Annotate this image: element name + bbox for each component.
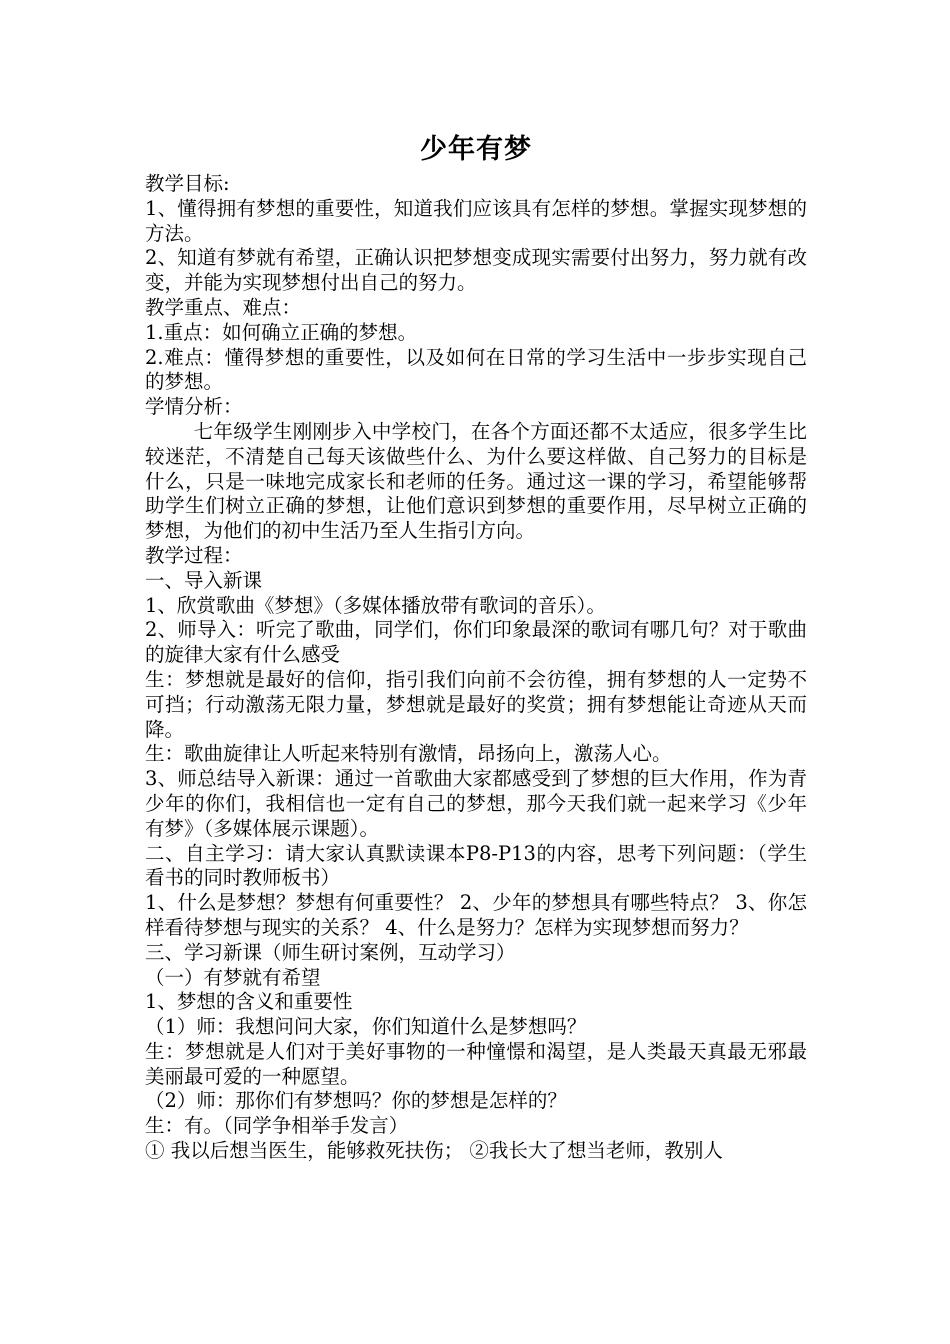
- paragraph-objective-2: 2、知道有梦就有希望，正确认识把梦想变成现实需要付出努力，努力就有改变，并能为实现梦想付出自己的努力。: [145, 246, 807, 295]
- paragraph-process-heading: 教学过程：: [145, 543, 243, 567]
- paragraph-student-yes: 生：有。（同学争相举手发言）: [145, 1114, 409, 1138]
- paragraph-student-definition: 生：梦想就是人们对于美好事物的一种憧憬和渴望，是人类最天真最无邪最美丽最可爱的一种愿望。: [145, 1039, 807, 1088]
- paragraph-student-dreams: ① 我以后想当医生，能够救死扶伤； ②我长大了想当老师，教别人: [145, 1139, 723, 1163]
- document-body: [145, 128, 807, 1164]
- paragraph-student-answer-2: 生：歌曲旋律让人听起来特别有激情，昂扬向上，激荡人心。: [145, 742, 672, 766]
- paragraph-teacher-question-1: （1）师：我想问问大家，你们知道什么是梦想吗？: [145, 1015, 587, 1039]
- paragraph-section-1: 一、导入新课: [145, 568, 263, 592]
- paragraph-analysis: 七年级学生刚刚步入中学校门，在各个方面还都不太适应，很多学生比较迷茫，不清楚自己每天该做些什么、为什么要这样做、自己努力的目标是什么，只是一味地完成家长和老师的任务。通过这一课的学习，希望能够帮助学生们树立正确的梦想，让他们意识到梦想的重要作用，尽早树立正确的梦想，为他们的初中生活乃至人生指引方向。: [145, 419, 807, 543]
- paragraph-key-point: 1.重点：如何确立正确的梦想。: [145, 320, 418, 344]
- paragraph-song: 1、欣赏歌曲《梦想》（多媒体播放带有歌词的音乐）。: [145, 593, 606, 617]
- paragraph-section-2: 二、自主学习：请大家认真默读课本P8-P13的内容，思考下列问题：（学生看书的同时教师板书）: [145, 841, 807, 890]
- paragraph-student-answer-1: 生：梦想就是最好的信仰，指引我们向前不会彷徨，拥有梦想的人一定势不可挡；行动激荡无限力量，梦想就是最好的奖赏；拥有梦想能让奇迹从天而降。: [145, 667, 807, 741]
- paragraph-difficulty: 2.难点：懂得梦想的重要性，以及如何在日常的学习生活中一步步实现自己的梦想。: [145, 345, 807, 394]
- paragraph-questions: 1、什么是梦想？梦想有何重要性？ 2、少年的梦想具有哪些特点？ 3、你怎样看待梦想与现实的关系？ 4、什么是努力？怎样为实现梦想而努力？: [145, 891, 807, 939]
- paragraph-subsection-1: （一）有梦就有希望: [145, 965, 321, 989]
- document-title: 少年有梦: [420, 134, 532, 165]
- paragraph-teacher-question-2: （2）师：那你们有梦想吗？你的梦想是怎样的？: [145, 1089, 567, 1113]
- paragraph-objectives-heading: 教学目标:: [145, 172, 230, 195]
- paragraph-analysis-heading: 学情分析：: [145, 395, 243, 419]
- paragraph-key-points-heading: 教学重点、难点：: [145, 295, 302, 319]
- paragraph-topic-1: 1、梦想的含义和重要性: [145, 990, 353, 1014]
- paragraph-teacher-intro: 2、师导入：听完了歌曲，同学们，你们印象最深的歌词有哪几句？对于歌曲的旋律大家有什么感受: [145, 618, 807, 667]
- paragraph-objective-1: 1、懂得拥有梦想的重要性，知道我们应该具有怎样的梦想。掌握实现梦想的方法。: [145, 196, 807, 245]
- paragraph-section-3: 三、学习新课（师生研讨案例，互动学习）: [145, 940, 516, 964]
- paragraph-teacher-summary: 3、师总结导入新课：通过一首歌曲大家都感受到了梦想的巨大作用，作为青少年的你们，我相信也一定有自己的梦想，那今天我们就一起来学习《少年有梦》（多媒体展示课题）。: [145, 767, 807, 840]
